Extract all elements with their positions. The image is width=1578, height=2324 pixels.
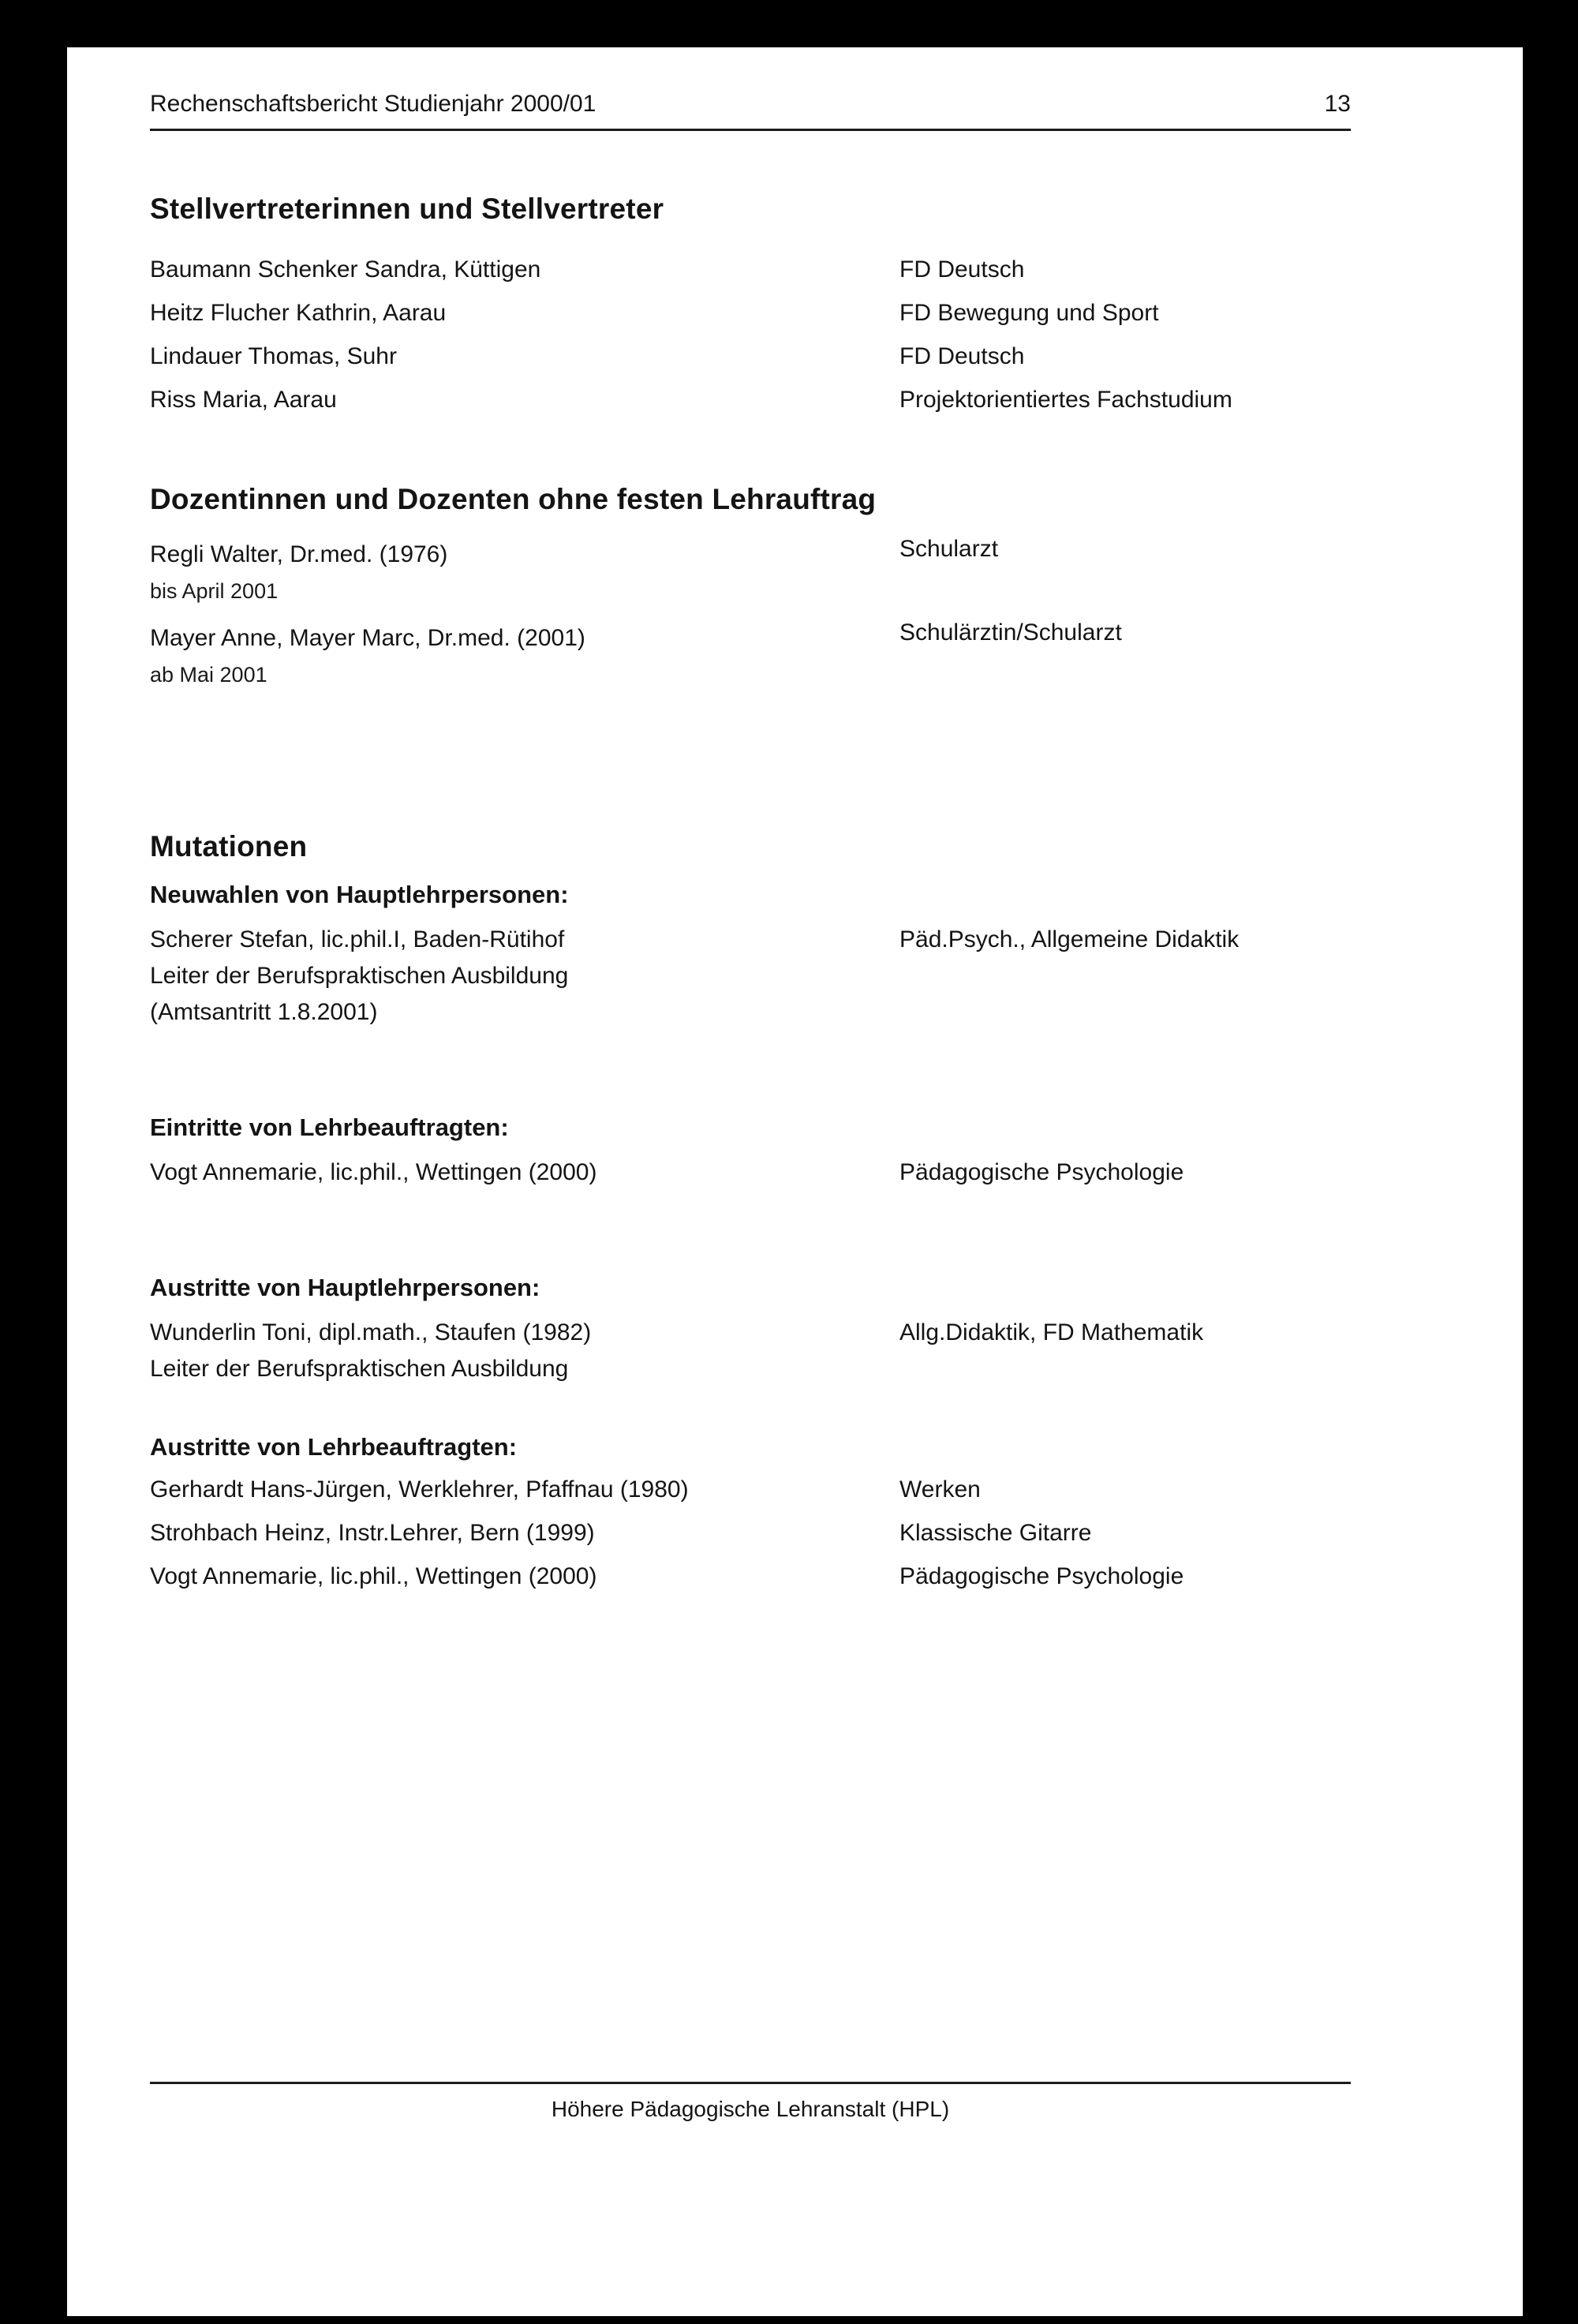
- page-header: [150, 91, 1351, 118]
- person-role: Allg.Didaktik, FD Mathematik: [899, 1319, 1204, 1345]
- document-page: [67, 47, 1523, 2316]
- person-role: Pädagogische Psychologie: [899, 1563, 1184, 1589]
- report-title: Rechenschaftsbericht Studienjahr 2000/01: [150, 91, 596, 117]
- person-name: Gerhardt Hans-Jürgen, Werklehrer, Pfaffnau (1980): [150, 1476, 689, 1503]
- person-role: Schularzt: [899, 536, 999, 562]
- person-name-block: [150, 1315, 899, 1387]
- section-heading-lecturers: Dozentinnen und Dozenten ohne festen Lehrauftrag: [150, 483, 877, 515]
- person-row: [150, 291, 1351, 335]
- person-row: [150, 1315, 1351, 1387]
- person-detail: (Amtsantritt 1.8.2001): [150, 999, 378, 1025]
- subheading-austritte-lehrbeauftragte: Austritte von Lehrbeauftragten:: [150, 1433, 518, 1461]
- lecturers-rows: [150, 536, 1351, 692]
- footer-rule: [150, 2082, 1351, 2084]
- person-name: Strohbach Heinz, Instr.Lehrer, Bern (1999): [150, 1520, 595, 1546]
- person-row: [150, 922, 1351, 1031]
- person-role: FD Deutsch: [899, 256, 1025, 283]
- person-role: Pädagogische Psychologie: [899, 1159, 1184, 1185]
- person-role: Werken: [899, 1476, 981, 1503]
- person-role: Schulärztin/Schularzt: [899, 619, 1122, 646]
- person-note: ab Mai 2001: [150, 663, 267, 687]
- person-row: [150, 1468, 1351, 1511]
- person-name-block: [150, 922, 899, 1031]
- person-role: FD Deutsch: [899, 343, 1025, 369]
- page-footer: [150, 2082, 1351, 2122]
- person-name: Scherer Stefan, lic.phil.I, Baden-Rütihof: [150, 926, 565, 952]
- header-rule: [150, 129, 1351, 131]
- person-name: Baumann Schenker Sandra, Küttigen: [150, 256, 541, 283]
- person-name: Wunderlin Toni, dipl.math., Staufen (1982): [150, 1319, 592, 1345]
- section-heading-deputies: Stellvertreterinnen und Stellvertreter: [150, 193, 664, 225]
- person-row: [150, 619, 1351, 692]
- page-number: 13: [1324, 91, 1351, 117]
- person-name: Heitz Flucher Kathrin, Aarau: [150, 300, 447, 326]
- section-heading-mutations: Mutationen: [150, 830, 308, 863]
- footer-text: Höhere Pädagogische Lehranstalt (HPL): [551, 2097, 950, 2121]
- person-row: [150, 335, 1351, 378]
- person-name-block: [150, 536, 899, 608]
- person-role: FD Bewegung und Sport: [899, 300, 1159, 326]
- person-name: Regli Walter, Dr.med. (1976): [150, 541, 448, 567]
- person-row: [150, 248, 1351, 291]
- person-role: Klassische Gitarre: [899, 1520, 1092, 1546]
- person-row: [150, 1511, 1351, 1555]
- person-role: Päd.Psych., Allgemeine Didaktik: [899, 926, 1240, 952]
- person-row: [150, 378, 1351, 421]
- person-name-block: [150, 619, 899, 692]
- person-name: Lindauer Thomas, Suhr: [150, 343, 397, 369]
- person-role: Projektorientiertes Fachstudium: [899, 387, 1232, 413]
- person-name: Vogt Annemarie, lic.phil., Wettingen (2000): [150, 1563, 597, 1589]
- person-name: Vogt Annemarie, lic.phil., Wettingen (2000): [150, 1159, 597, 1185]
- person-name: Riss Maria, Aarau: [150, 387, 337, 413]
- subheading-austritte-hauptlehrpersonen: Austritte von Hauptlehrpersonen:: [150, 1274, 540, 1301]
- person-note: bis April 2001: [150, 579, 279, 603]
- deputies-rows: [150, 248, 1351, 421]
- subheading-eintritte: Eintritte von Lehrbeauftragten:: [150, 1113, 509, 1141]
- page-content: [67, 47, 1523, 1598]
- person-detail: Leiter der Berufspraktischen Ausbildung: [150, 1356, 569, 1382]
- person-name: Mayer Anne, Mayer Marc, Dr.med. (2001): [150, 625, 585, 651]
- person-row: [150, 536, 1351, 608]
- person-name-block: [150, 1155, 899, 1191]
- subheading-neuwahlen: Neuwahlen von Hauptlehrpersonen:: [150, 881, 569, 908]
- austritte-lb-rows: [150, 1468, 1351, 1598]
- person-row: [150, 1555, 1351, 1598]
- person-row: [150, 1155, 1351, 1191]
- person-detail: Leiter der Berufspraktischen Ausbildung: [150, 963, 569, 989]
